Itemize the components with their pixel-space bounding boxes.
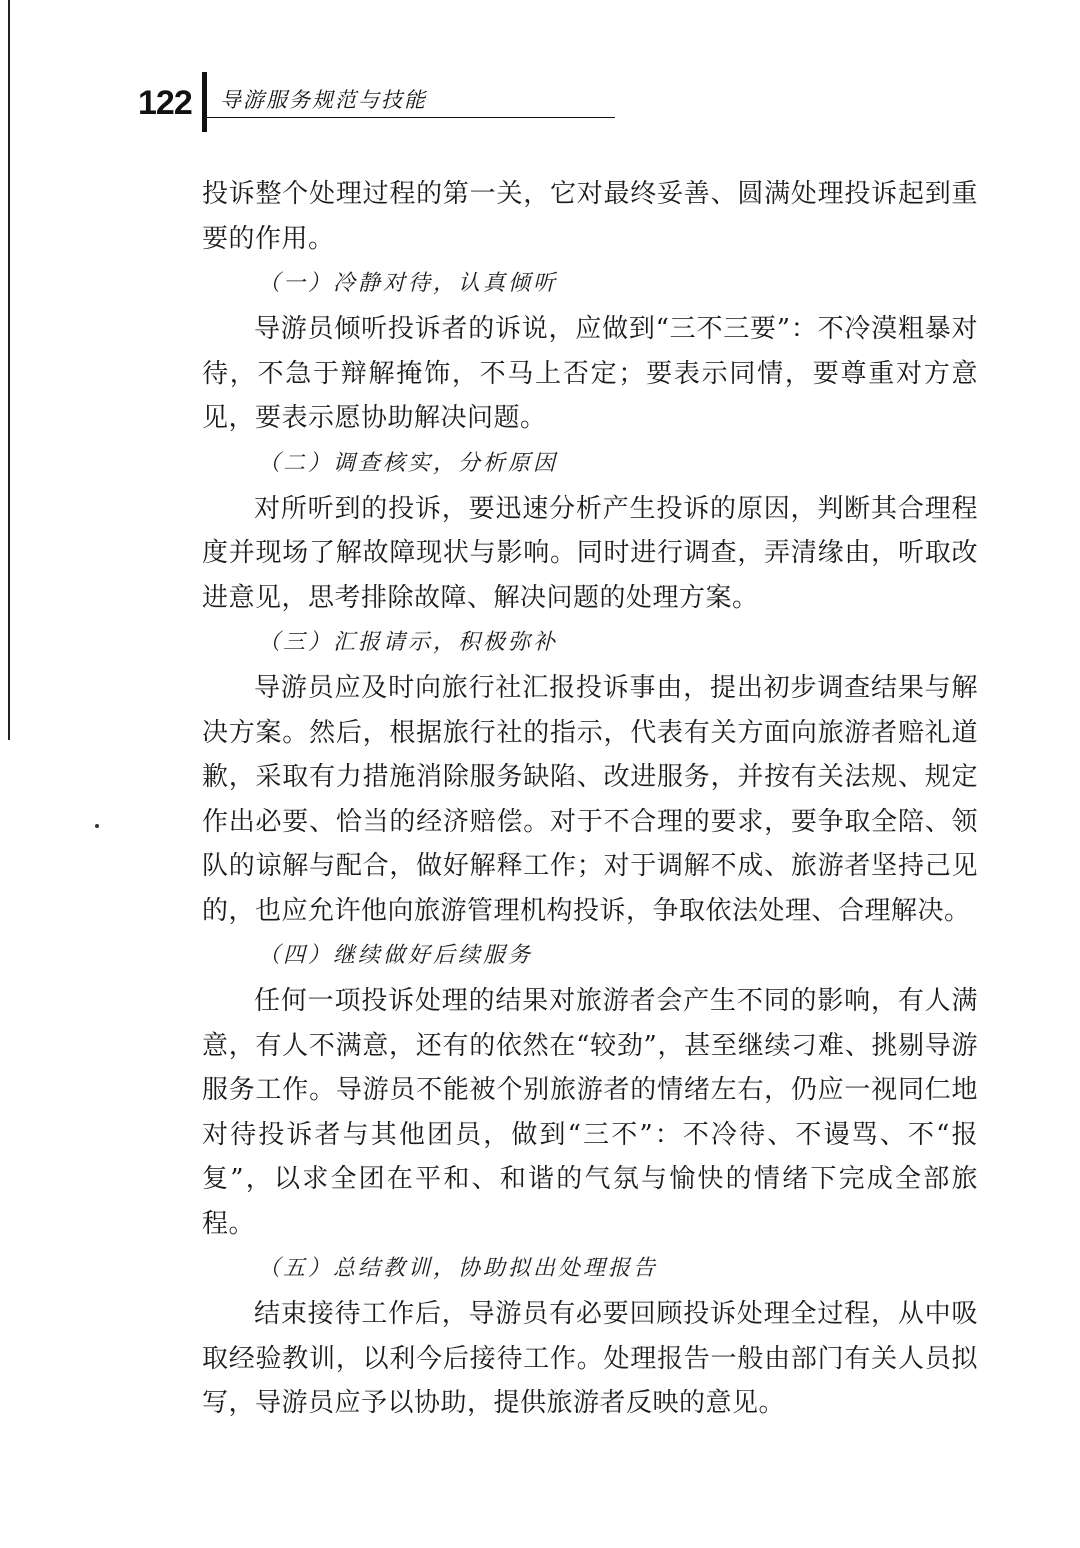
page-header [138,72,618,132]
scan-speck [95,824,99,828]
section-heading-2: （二）调查核实，分析原因 [258,450,559,476]
section-heading-5: （五）总结教训，协助拟出处理报告 [258,1256,659,1281]
running-title: 导游服务规范与技能 [220,88,427,112]
header-rule [207,117,615,118]
body-paragraph-2: 对所听到的投诉，要迅速分析产生投诉的原因，判断其合理程度并现场了解故障现状与影响。同时进行调查，弄清缘由，听取改进意见，思考排除故障、解决问题的处理方案。 [202,493,978,613]
page-body [202,172,978,1426]
body-paragraph-1: 导游员倾听投诉者的诉说，应做到“三不三要”：不冷漠粗暴对待，不急于辩解掩饰，不马上否定；要表示同情，要尊重对方意见，要表示愿协助解决问题。 [202,314,978,433]
body-paragraph-continued: 投诉整个处理过程的第一关，它对最终妥善、圆满处理投诉起到重要的作用。 [202,179,978,254]
body-paragraph-5: 结束接待工作后，导游员有必要回顾投诉处理全过程，从中吸取经验教训，以利今后接待工作。处理报告一般由部门有关人员拟写，导游员应予以协助，提供旅游者反映的意见。 [202,1299,978,1418]
body-paragraph-4: 任何一项投诉处理的结果对旅游者会产生不同的影响，有人满意，有人不满意，还有的依然在“较劲”，甚至继续刁难、挑剔导游服务工作。导游员不能被个别旅游者的情绪左右，仍应一视同仁地对待投诉者与其他团员，做到“三不”：不冷待、不谩骂、不“报复”，以求全团在平和、和谐的气氛与愉快的情绪下完成全部旅程。 [202,986,978,1239]
scan-edge-line [8,0,10,740]
header-divider-bar [202,72,207,132]
body-paragraph-3: 导游员应及时向旅行社汇报投诉事由，提出初步调查结果与解决方案。然后，根据旅行社的指示，代表有关方面向旅游者赔礼道歉，采取有力措施消除服务缺陷、改进服务，并按有关法规、规定作出必要、恰当的经济赔偿。对于不合理的要求，要争取全陪、领队的谅解与配合，做好解释工作；对于调解不成、旅游者坚持己见的，也应允许他向旅游管理机构投诉，争取依法处理、合理解决。 [202,673,978,926]
page-number: 122 [138,84,192,122]
section-heading-1: （一）冷静对待，认真倾听 [258,271,559,296]
section-heading-3: （三）汇报请示，积极弥补 [258,630,559,655]
section-heading-4: （四）继续做好后续服务 [258,943,534,968]
